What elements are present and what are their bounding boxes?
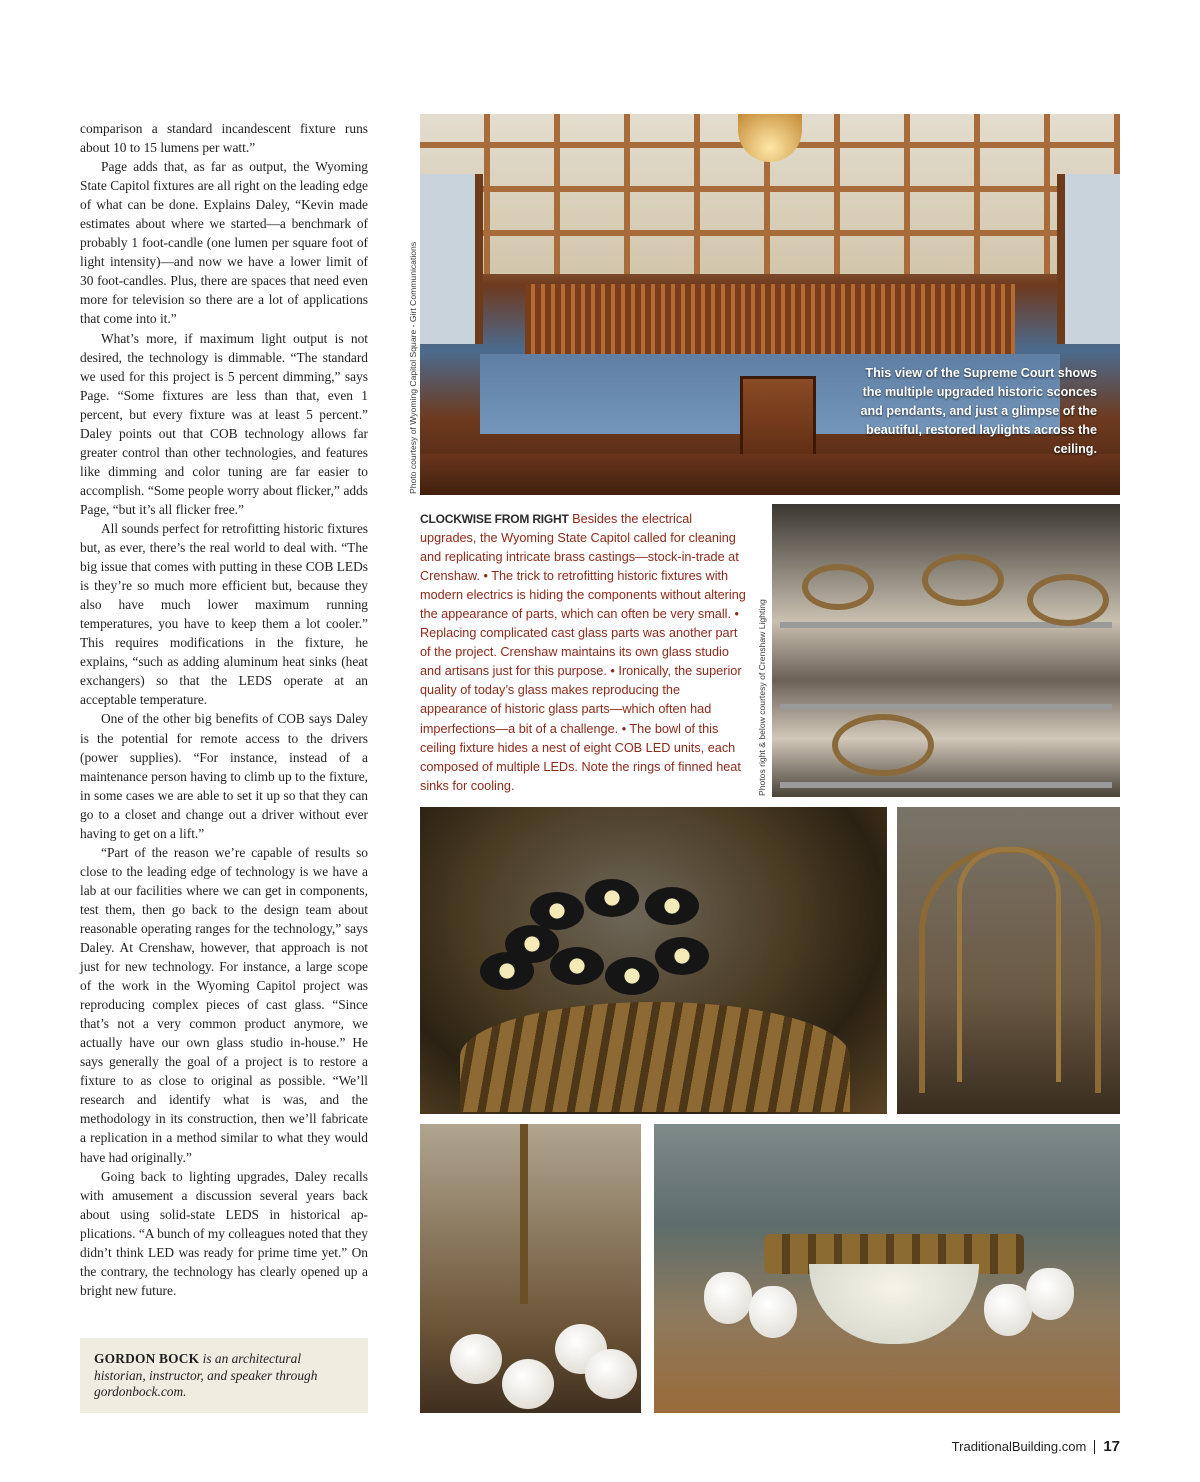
glass-globe [502,1359,554,1409]
footer-divider [1094,1440,1095,1454]
court-photo-credit: Photo courtesy of Wyoming Capitol Square - Girt Communications [408,241,418,494]
chandelier-stem [520,1124,528,1304]
article-paragraph: “Part of the reason we’re capable of results so close to the leading edge of technology is we have a lab at our facilities where we can get in components, test them, then go back to the design team about reasonable operating ranges for the technology,” says Daley. At Crenshaw, however, that approach is not just for new technology. For instance, a large scope of the work in the Wyoming Capitol project was reproducing complex pieces of cast glass. “Since that’s not a very common product anymore, we actually have our own glass studio in-house.” He says generally the goal of a project is to restore a fixture to as close to original as possible. “We’ll research and identify what is was, and the methodology in its construction, then we’ll fabricate a replication in a method similar to what they would have had originally.” [80,844,368,1165]
casting-ring [832,714,934,776]
casting-ring [1027,574,1109,626]
crenshaw-photo-credit: Photos right & below courtesy of Crenshaw Lighting [757,599,767,796]
cob-led-unit [645,887,699,925]
glass-globe [585,1349,637,1399]
article-paragraph: Page adds that, as far as output, the Wyoming State Capitol fixtures are all right on the leading edge of what can be done. Explains Daley, “Kevin made estimates about where we started—a benchmark of probably 1 foot-candle (one lumen per square foot of light intensity)—and now we have a lower limit of 30 foot-candles. Plus, there are spaces that need even more for television so there are a lot of applications that come into it.” [80,159,368,327]
article-paragraph: All sounds perfect for retrofitting historic fixtures but, as ever, there’s the real world to deal with. “The big issue that comes with putting in these COB LEDs is they’re so much more efficient but, because they also have much lower maximum running temperatures, you have to keep them a lot cooler.” This requires modifications in the fixture, he explains, “such as adding aluminum heat sinks (heat exchangers) so that the LEDS operate at an acceptable temperature. [80,520,368,708]
page-footer [952,1438,1120,1455]
photo-caption [420,510,746,796]
glass-bowl [809,1264,979,1344]
supreme-court-photo [420,114,1120,495]
globe-chandelier-photo [420,1124,641,1413]
glass-shade [704,1272,752,1324]
glass-shade [984,1284,1032,1336]
glass-globe [450,1334,502,1384]
caption-lead: CLOCKWISE FROM RIGHT [420,512,569,526]
caption-text: Besides the electrical upgrades, the Wyoming State Capitol called for cleaning and replicating intricate brass castings—stock-in-trade at Crenshaw. • The trick to retrofitting historic fixtures with modern electrics is hiding the components without altering the appearance of parts, which can often be very small. • Replacing complicated cast glass parts was another part of the project. Crenshaw maintains its own glass studio and artisans just for this purpose. • Ironically, the superior quality of today’s glass makes reproducing the appearance of historic glass parts—which often had imperfections—a bit of a challenge. • The bowl of this ceiling fixture hides a nest of eight COB LED units, each composed of multiple LEDs. Note the rings of finned heat sinks for cooling. [420,512,746,793]
court-photo-caption: This view of the Supreme Court shows the multiple upgraded historic sconces and pendants, and just a glimpse of the beautiful, restored laylights across the ceiling. [860,366,1097,456]
brass-castings-shelf-photo [772,504,1120,797]
court-window-right [1057,174,1120,344]
author-bio-text: is an architectural historian, instructor, and speaker through gordonbock.com. [94,1351,318,1399]
article-paragraph: What’s more, if maximum light output is not desired, the technology is dimmable. “The standard we used for this project is 5 percent dimming,” says Page. “Some fixtures are less than that, even 1 percent, but every fixture was at least 5 percent.” Daley points out that COB technology allows far greater control than other technologies, and features like dimming and color tuning are far easier to accomplish. “Some people worry about flicker,” adds Page, “but it’s all flicker free.” [80,330,368,517]
author-bio [80,1338,368,1413]
shelf-bar [780,782,1112,788]
court-window-left [420,174,483,344]
cob-led-unit [605,957,659,995]
cob-led-unit [585,879,639,917]
brass-cage-photo [897,807,1120,1114]
glass-shade [749,1286,797,1338]
brass-rim [460,1002,850,1112]
court-balcony [525,284,1015,354]
shelf-bar [780,704,1112,710]
article-paragraph: comparison a standard incandescent fixture runs about 10 to 15 lumens per watt.” [80,121,368,156]
court-floor [420,454,1120,495]
article-paragraph: One of the other big benefits of COB says Daley is the potential for remote access to the drivers (power supplies). “For instance, instead of a maintenance person having to climb up to the fixture, in some cases we are able to set it up so that they can go to a closet and change out a driver without ever having to get on a lift.” [80,711,368,841]
cob-led-unit [530,892,584,930]
cob-led-unit [550,947,604,985]
author-name: GORDON BOCK [94,1351,200,1366]
article-body [80,119,368,1300]
article-paragraph: Going back to lighting upgrades, Daley recalls with amusement a discussion several years back about using solid-state LEDS in historical applications. “A bunch of my colleagues noted that they didn’t think LED was ready for prime time yet.” On the contrary, the technology has clearly opened up a bright new future. [80,1168,368,1298]
casting-ring [922,554,1004,606]
bowl-chandelier-photo [654,1124,1120,1413]
cob-led-unit [480,952,534,990]
page-number: 17 [1103,1438,1120,1455]
led-bowl-photo [420,807,887,1114]
cob-led-unit [655,937,709,975]
glass-shade [1026,1268,1074,1320]
casting-ring [802,564,874,610]
cage-arm [957,847,1061,1082]
footer-site: TraditionalBuilding.com [951,1439,1087,1454]
